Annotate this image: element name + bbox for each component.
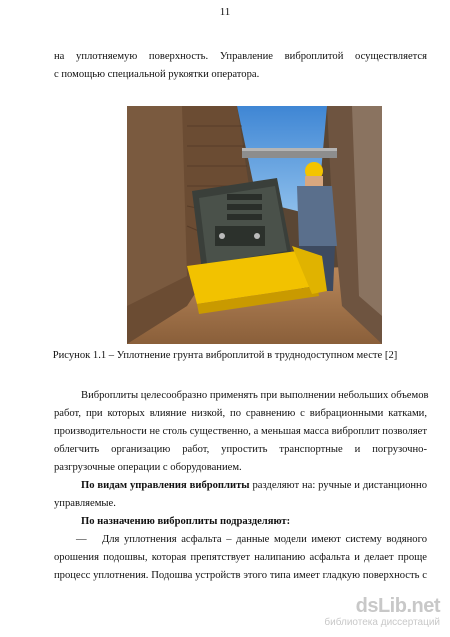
paragraph-2-line-2: управляемые. xyxy=(54,498,116,509)
paragraph-3-heading xyxy=(54,515,450,529)
paragraph-1-line-3: производительности не столь существенно, а меньшая масса виброплит позволяет xyxy=(54,426,427,437)
paragraph-1-line-2: работ, при которых влияние низкой, по сравнению с вибрационными катками, xyxy=(54,408,427,419)
paragraph-1-line-4: облегчить организацию работ, упростить транспортные и погрузочно- xyxy=(54,444,427,455)
figure-caption: Рисунок 1.1 – Уплотнение грунта виброплитой в труднодоступном месте [2] xyxy=(52,350,398,361)
paragraph-3-bold: По назначению виброплиты подразделяют: xyxy=(81,516,291,527)
page-number: 11 xyxy=(219,6,231,18)
intro-line-1: на уплотняемую поверхность. Управление виброплитой осуществляется xyxy=(54,51,427,62)
watermark-logo xyxy=(320,595,440,631)
paragraph-4-line-3: процесс уплотнения. Подошва устройств этого типа имеет гладкую поверхность с xyxy=(54,570,427,581)
watermark-logo-text: dsLib.net xyxy=(355,595,440,617)
vibratory-plate-photo xyxy=(127,106,382,344)
watermark-tagline: библиотека диссертаций xyxy=(324,617,440,628)
list-dash: — xyxy=(76,534,87,545)
paragraph-4-line-1: Для уплотнения асфальта – данные модели имеют систему водяного xyxy=(102,534,427,545)
paragraph-1-line-1: Виброплиты целесообразно применять при выполнении небольших объемов xyxy=(81,390,429,401)
paragraph-1-line-5: разгрузочные операции с оборудованием. xyxy=(54,462,242,473)
intro-line-2: с помощью специальной рукоятки оператора. xyxy=(54,69,260,80)
paragraph-2-heading: По видам управления виброплиты xyxy=(81,480,250,491)
paragraph-2-line-1 xyxy=(54,479,427,493)
figure-photo xyxy=(127,106,382,344)
paragraph-4-line-2: орошения подошвы, которая препятствует налипанию асфальта и делает проще xyxy=(54,552,427,563)
paragraph-2-text: разделяют на: ручные и дистанционно xyxy=(249,480,428,491)
